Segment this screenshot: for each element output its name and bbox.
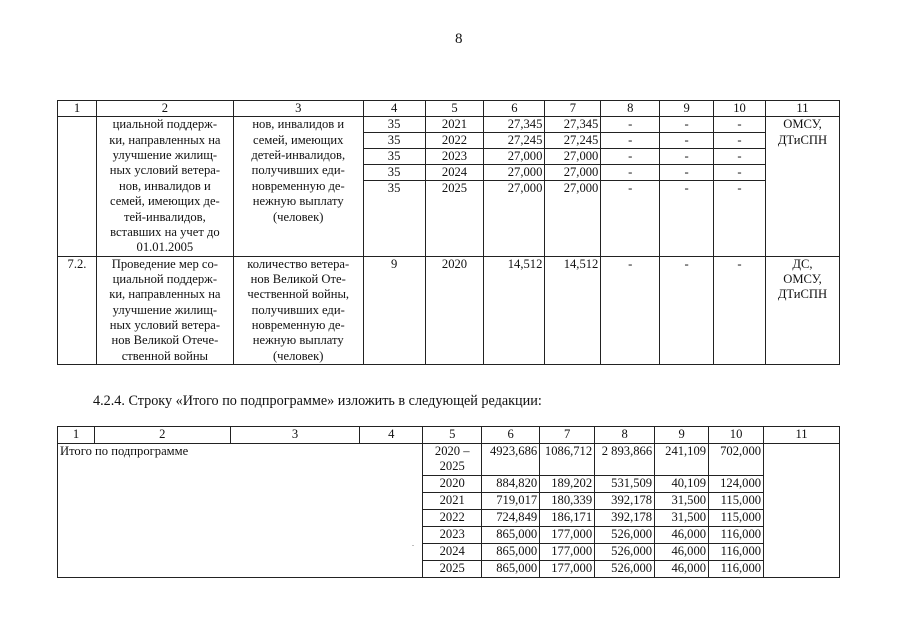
- table-header-row: [58, 101, 840, 117]
- col9-values: [660, 117, 714, 256]
- year-value: 27,000: [507, 181, 543, 196]
- table-cell: -: [714, 256, 766, 365]
- table-cell: 1086,712: [540, 444, 595, 476]
- header-cell: 6: [484, 101, 545, 117]
- year-value: 27,000: [484, 149, 544, 165]
- table-cell: 2024: [423, 543, 482, 560]
- table-cell: 31,500: [655, 492, 709, 509]
- text-line: улучшение жилищ-: [112, 302, 218, 317]
- amendment-text: 4.2.4. Строку «Итого по подпрограмме» изложить в следующей редакции:: [93, 393, 542, 409]
- year-values: [425, 117, 484, 256]
- table-cell: 865,000: [482, 526, 540, 543]
- table-cell: 865,000: [482, 560, 540, 577]
- table-cell: 2020: [423, 475, 482, 492]
- executors-cell: [764, 444, 840, 578]
- year-value: 27,000: [563, 181, 599, 196]
- year-value: 27,245: [484, 133, 544, 149]
- header-cell: 2: [96, 101, 233, 117]
- header-cell: 6: [482, 427, 540, 444]
- year-value: -: [660, 165, 713, 181]
- table-cell: 2021: [423, 492, 482, 509]
- table-cell: 531,509: [595, 475, 655, 492]
- table-cell: 4923,686: [482, 444, 540, 476]
- table-cell: 186,171: [540, 509, 595, 526]
- text-line: ственной войны: [121, 348, 209, 363]
- text-line: ДТиСПН: [777, 132, 828, 147]
- measure-description: [96, 117, 233, 256]
- year-value: -: [601, 149, 659, 165]
- table-cell: 2 893,866: [595, 444, 655, 476]
- table-cell: 116,000: [709, 526, 764, 543]
- text-line: чественной войны,: [247, 287, 350, 302]
- text-line: Проведение мер со-: [111, 256, 219, 271]
- table-row: [58, 256, 840, 365]
- header-cell: 3: [233, 101, 363, 117]
- table-cell: 40,109: [655, 475, 709, 492]
- table-cell: 719,017: [482, 492, 540, 509]
- header-cell: 7: [545, 101, 601, 117]
- year-value: 35: [387, 181, 401, 196]
- text-line: нов Великой Отече-: [111, 333, 219, 348]
- year-value: 27,345: [545, 117, 600, 133]
- table-cell: 2022: [423, 509, 482, 526]
- text-line: нов, инвалидов и: [118, 178, 211, 193]
- year-value: -: [684, 181, 689, 196]
- header-cell: 8: [601, 101, 660, 117]
- header-cell: 4: [360, 427, 423, 444]
- table-cell: 2020 – 2025: [423, 444, 482, 476]
- year-value: -: [714, 117, 765, 133]
- header-cell: 11: [764, 427, 840, 444]
- text-line: детей-инвалидов,: [251, 148, 346, 163]
- year-value: -: [660, 149, 713, 165]
- text-line: количество ветера-: [247, 256, 350, 271]
- year-value: 27,345: [484, 117, 544, 133]
- table-cell: 115,000: [709, 492, 764, 509]
- table-cell: 189,202: [540, 475, 595, 492]
- total-rows: [58, 444, 840, 578]
- table-cell: 526,000: [595, 560, 655, 577]
- year-value: -: [714, 165, 765, 181]
- total-label: Итого по подпрограмме: [58, 444, 423, 578]
- year-value: 35: [364, 133, 425, 149]
- year-value: -: [628, 181, 633, 196]
- year-value: -: [601, 165, 659, 181]
- table-cell: 46,000: [655, 560, 709, 577]
- text-line: тей-инвалидов,: [123, 209, 206, 224]
- text-line: нов, инвалидов и: [252, 117, 345, 132]
- table-cell: 31,500: [655, 509, 709, 526]
- table-cell: 865,000: [482, 543, 540, 560]
- table-subprogram-total: [57, 426, 840, 578]
- header-cell: 11: [765, 101, 839, 117]
- executors-cell: [765, 117, 839, 256]
- text-line: ных условий ветера-: [109, 163, 221, 178]
- header-cell: 2: [94, 427, 230, 444]
- table-cell: 180,339: [540, 492, 595, 509]
- indicator-description: [233, 256, 363, 365]
- text-line: улучшение жилищ-: [112, 148, 218, 163]
- year-value: 27,000: [545, 149, 600, 165]
- table-cell: 392,178: [595, 492, 655, 509]
- table-cell: 526,000: [595, 526, 655, 543]
- header-cell: 1: [58, 101, 97, 117]
- year-value: 2021: [426, 117, 484, 133]
- indicator-description: [233, 117, 363, 256]
- header-cell: 4: [363, 101, 425, 117]
- text-line: ки, направленных на: [109, 287, 221, 302]
- header-cell: 10: [709, 427, 764, 444]
- table-cell: 14,512: [545, 256, 601, 365]
- table-cell: 724,849: [482, 509, 540, 526]
- year-value: 27,000: [484, 165, 544, 181]
- year-value: 2025: [441, 181, 468, 196]
- header-cell: 1: [58, 427, 95, 444]
- year-value: -: [737, 181, 742, 196]
- row-number-cell: 7.2.: [58, 256, 97, 365]
- col4-values: [363, 117, 425, 256]
- table-cell: 14,512: [484, 256, 545, 365]
- col7-values: [545, 117, 601, 256]
- table-cell: 241,109: [655, 444, 709, 476]
- text-line: нежную выплату: [252, 194, 344, 209]
- table-cell: 2023: [423, 526, 482, 543]
- text-line: ДТиСПН: [777, 287, 828, 302]
- table-cell: 124,000: [709, 475, 764, 492]
- text-line: вставших на учет до: [110, 224, 220, 239]
- text-line: циальной поддерж-: [112, 117, 218, 132]
- header-cell: 9: [660, 101, 714, 117]
- text-line: ОМСУ,: [783, 271, 822, 286]
- text-line: ки, направленных на: [109, 132, 221, 147]
- header-cell: 10: [714, 101, 766, 117]
- text-line: семей, имеющих: [253, 132, 344, 147]
- table-cell: 2020: [425, 256, 484, 365]
- year-value: 27,000: [545, 165, 600, 181]
- table-cell: 9: [363, 256, 425, 365]
- year-value: 2022: [426, 133, 484, 149]
- table-cell: 116,000: [709, 543, 764, 560]
- header-cell: 5: [425, 101, 484, 117]
- year-value: 35: [364, 117, 425, 133]
- table-cell: -: [601, 256, 660, 365]
- measure-description: [96, 256, 233, 365]
- table-cell: 526,000: [595, 543, 655, 560]
- table-cell: 177,000: [540, 543, 595, 560]
- year-value: -: [601, 133, 659, 149]
- text-line: нов Великой Оте-: [250, 271, 346, 286]
- year-value: -: [714, 149, 765, 165]
- year-value: -: [601, 117, 659, 133]
- text-line: ОМСУ,: [783, 117, 822, 132]
- text-line: новременную де-: [251, 178, 345, 193]
- executors-cell: [765, 256, 839, 365]
- year-value: 2023: [426, 149, 484, 165]
- year-value: 2024: [426, 165, 484, 181]
- text-line: нежную выплату: [252, 333, 344, 348]
- text-line: (человек): [272, 209, 324, 224]
- row-number-cell: [58, 117, 97, 256]
- text-line: получивших еди-: [251, 163, 345, 178]
- table-cell: -: [660, 256, 714, 365]
- year-value: -: [660, 117, 713, 133]
- header-cell: 7: [540, 427, 595, 444]
- table-row: [58, 444, 840, 476]
- table-cell: 2025: [423, 560, 482, 577]
- header-cell: 5: [423, 427, 482, 444]
- header-cell: 9: [655, 427, 709, 444]
- page-number: 8: [455, 31, 463, 47]
- text-line: (человек): [272, 348, 324, 363]
- table-header-row: [58, 427, 840, 444]
- stray-mark: .: [412, 539, 414, 548]
- year-value: -: [714, 133, 765, 149]
- table-cell: 116,000: [709, 560, 764, 577]
- table-measures: [57, 100, 840, 365]
- text-line: получивших еди-: [251, 302, 345, 317]
- text-line: 01.01.2005: [136, 240, 194, 255]
- table-cell: 46,000: [655, 543, 709, 560]
- table-cell: 115,000: [709, 509, 764, 526]
- year-value: 35: [364, 149, 425, 165]
- text-line: семей, имеющих де-: [110, 194, 220, 209]
- text-line: новременную де-: [251, 318, 345, 333]
- table-cell: 392,178: [595, 509, 655, 526]
- col6-values: [484, 117, 545, 256]
- col8-values: [601, 117, 660, 256]
- table-cell: 702,000: [709, 444, 764, 476]
- table-cell: 177,000: [540, 526, 595, 543]
- year-value: 27,245: [545, 133, 600, 149]
- year-value: -: [660, 133, 713, 149]
- header-cell: 8: [595, 427, 655, 444]
- table-cell: 884,820: [482, 475, 540, 492]
- header-cell: 3: [230, 427, 360, 444]
- table-row: [58, 117, 840, 256]
- text-line: ДС,: [792, 256, 813, 271]
- year-value: 35: [364, 165, 425, 181]
- table-cell: 177,000: [540, 560, 595, 577]
- col10-values: [714, 117, 766, 256]
- text-line: циальной поддерж-: [112, 271, 218, 286]
- table-cell: 46,000: [655, 526, 709, 543]
- text-line: ных условий ветера-: [109, 318, 221, 333]
